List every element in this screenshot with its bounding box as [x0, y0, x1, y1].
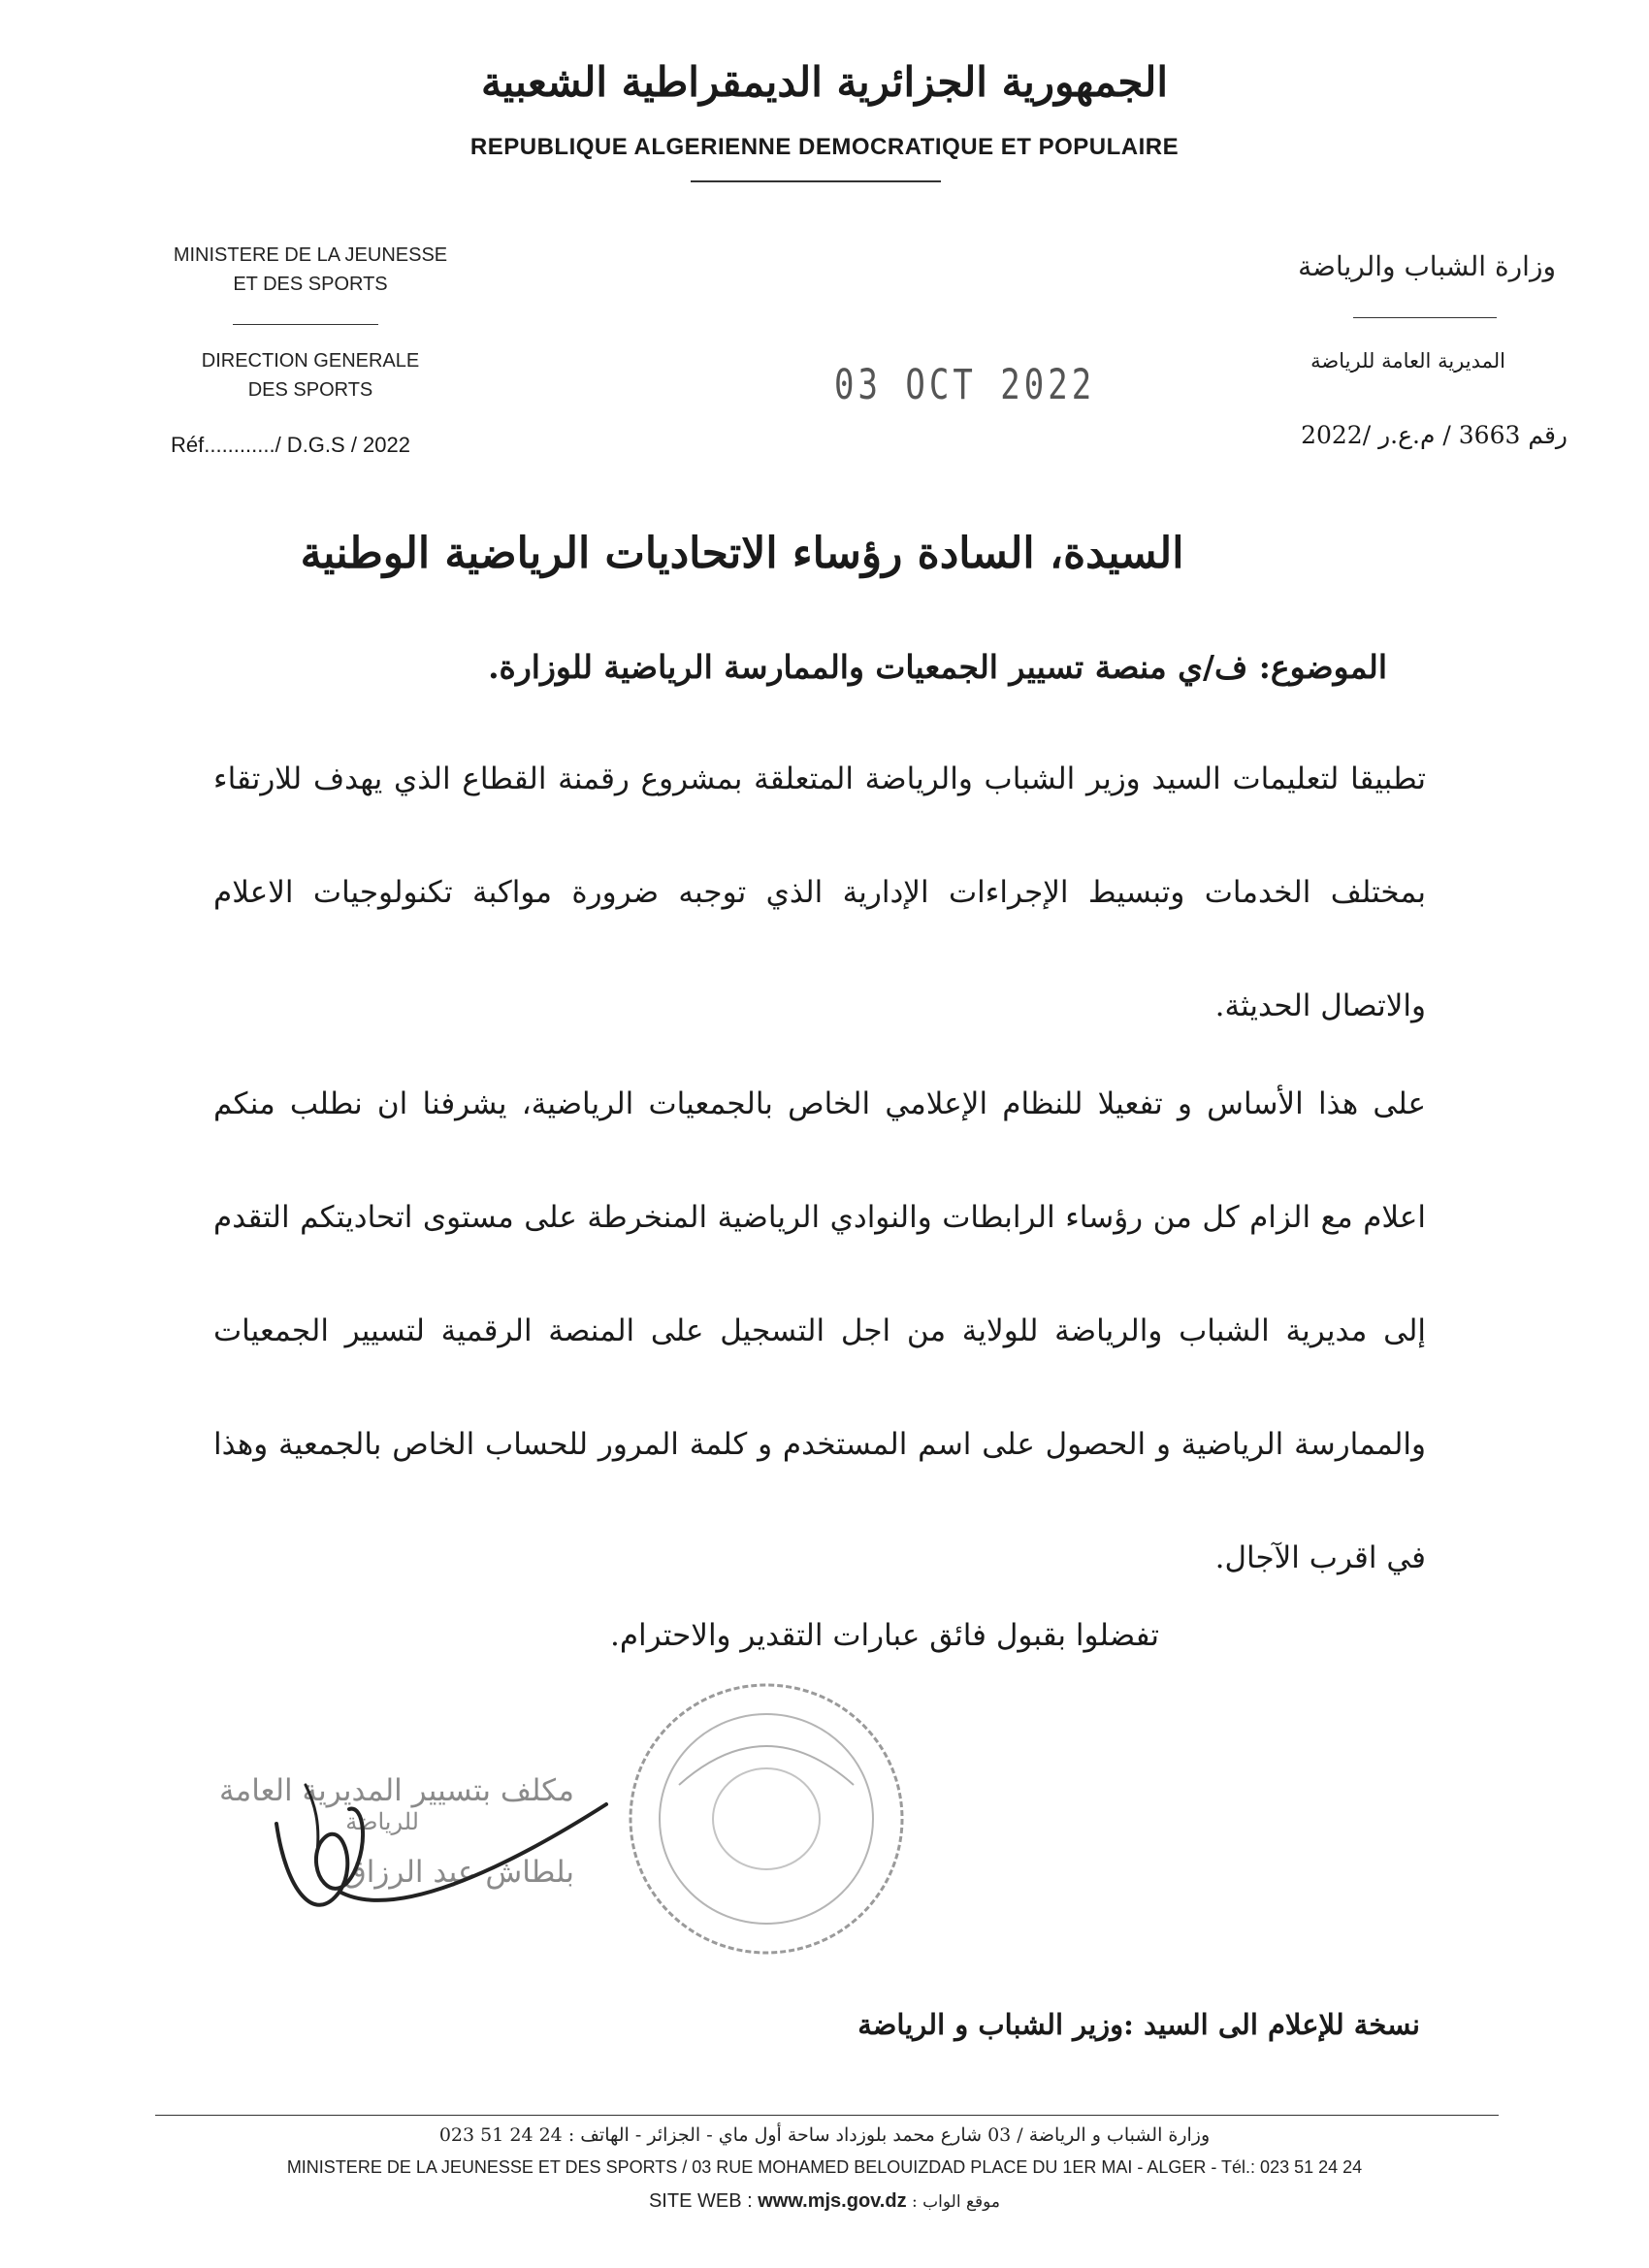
- ministry-line2: ET DES SPORTS: [233, 274, 388, 295]
- closing-formula: تفضلوا بقبول فائق عبارات التقدير والاحترام.: [609, 1618, 1159, 1653]
- body-paragraph-2: على هذا الأساس و تفعيلا للنظام الإعلامي الخاص بالجمعيات الرياضية، يشرفنا ان نطلب منكم اعلام مع الزام كل من رؤساء الرابطات والنوادي الرياضية المنخرطة على مستوى اتحاديتكم التقدم إلى مديرية الشباب والرياضة للولاية من اجل التسجيل على المنصة الرقمية لتسيير الجمعيات والممارسة الرياضية و الحصول على اسم المستخدم و كلمة المرور للحساب الخاص بالجمعية وهذا في اقرب الآجال.: [213, 1086, 1427, 1575]
- footer-address-fr: MINISTERE DE LA JEUNESSE ET DES SPORTS / 03 RUE MOHAMED BELOUIZDAD PLACE DU 1ER MAI - ALGER - Tél.: 023 51 24 24: [286, 2157, 1363, 2177]
- footer-website: [0, 2190, 1649, 2213]
- signature-line2: للرياضة: [345, 1808, 419, 1835]
- body-paragraph-1: تطبيقا لتعليمات السيد وزير الشباب والرياضة المتعلقة بمشروع رقمنة القطاع الذي يهدف للارتقاء بمختلف الخدمات وتبسيط الإجراءات الإدارية الذي توجبه ضرورة مواكبة تكنولوجيات الاعلام والاتصال الحديثة.: [213, 761, 1426, 1023]
- subject-line: الموضوع: ف/ي منصة تسيير الجمعيات والممارسة الرياضية للوزارة.: [488, 648, 1387, 686]
- footer-address-ar: وزارة الشباب و الرياضة / 03 شارع محمد بلوزداد ساحة أول ماي - الجزائر - الهاتف : 24 24 51 023: [438, 2124, 1211, 2146]
- signature-line1: مكلف بتسيير المديرية العامة: [218, 1773, 574, 1808]
- signature-line3: بلطاش عبد الرزاق: [342, 1855, 574, 1890]
- footer-site-label-ar: : موقع الواب: [906, 2192, 1001, 2212]
- date-stamp: 03 OCT 2022: [834, 361, 1096, 409]
- official-seal: [621, 1678, 912, 1960]
- direction-line2: DES SPORTS: [247, 379, 373, 401]
- ministry-line1: MINISTERE DE LA JEUNESSE: [173, 244, 448, 266]
- addressee-heading: السيدة، السادة رؤساء الاتحاديات الرياضية الوطنية: [300, 529, 1184, 578]
- copy-to-line: نسخة للإعلام الى السيد :وزير الشباب و الرياضة: [857, 2008, 1420, 2041]
- ministry-name-ar: وزارة الشباب والرياضة: [1298, 250, 1556, 282]
- header-title-arabic: الجمهورية الجزائرية الديمقراطية الشعبية: [480, 58, 1168, 106]
- header-title-french: REPUBLIQUE ALGERIENNE DEMOCRATIQUE ET POPULAIRE: [469, 134, 1180, 160]
- handwritten-signature: [247, 1766, 635, 1950]
- footer-site-link[interactable]: www.mjs.gov.dz: [758, 2190, 907, 2212]
- footer-site-label-fr: SITE WEB :: [648, 2190, 759, 2212]
- header-divider: [691, 180, 941, 182]
- direction-line1: DIRECTION GENERALE: [201, 350, 420, 372]
- footer-divider: [155, 2115, 1499, 2116]
- direction-name-fr: [155, 346, 466, 405]
- reference-ar: رقم 3663 / م.ع.ر /2022: [1301, 421, 1568, 449]
- direction-name-ar: المديرية العامة للرياضة: [1310, 349, 1505, 373]
- right-divider: [1353, 317, 1497, 318]
- reference-fr: Réf............/ D.G.S / 2022: [171, 433, 410, 457]
- left-divider: [233, 324, 378, 325]
- ministry-name-fr: [155, 241, 466, 299]
